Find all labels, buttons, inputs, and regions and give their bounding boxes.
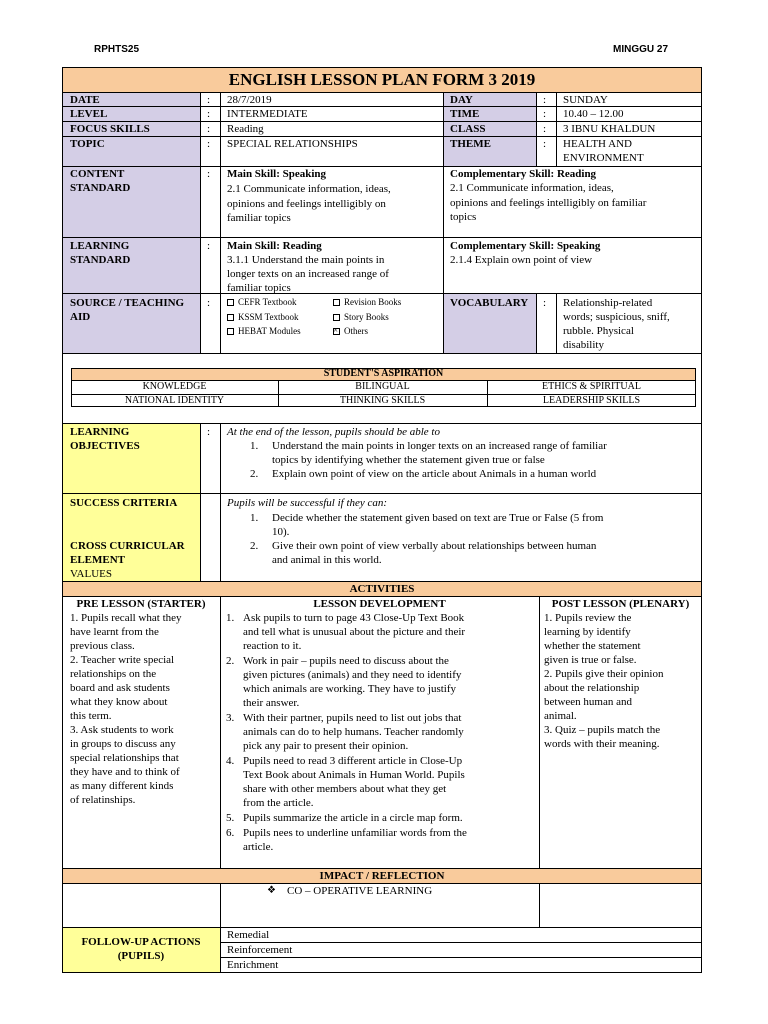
pre-lesson-line: this term. <box>70 710 112 722</box>
values-label: VALUES <box>70 568 112 580</box>
pre-lesson-line: as many different kinds <box>70 780 174 792</box>
content-comp-skill-title: Complementary Skill: Reading <box>450 168 597 180</box>
colon: : <box>207 94 211 106</box>
dev-number: 4. <box>226 755 235 767</box>
aspiration-cell: LEADERSHIP SKILLS <box>542 395 641 406</box>
theme-value-line-1: HEALTH AND <box>563 138 632 150</box>
impact-title: IMPACT / REFLECTION <box>319 870 445 882</box>
post-lesson-line: given is true or false. <box>544 654 637 666</box>
checkbox-icon <box>333 314 340 321</box>
learning-standard-label-1: LEARNING <box>70 240 130 252</box>
time-value: 10.40 – 12.00 <box>563 108 624 120</box>
content-comp-line: opinions and feelings intelligibly on familiar <box>450 197 647 209</box>
dev-line: their answer. <box>243 697 300 709</box>
checkbox-icon <box>227 328 234 335</box>
colon: : <box>207 123 211 135</box>
dev-line: Text Book about Animals in Human World. Pupils <box>243 769 465 781</box>
post-lesson-line: between human and <box>544 696 632 708</box>
day-value: SUNDAY <box>563 94 608 106</box>
vocabulary-label: VOCABULARY <box>450 297 529 309</box>
success-line: 10). <box>272 526 290 538</box>
colon: : <box>543 123 547 135</box>
content-main-line: 2.1 Communicate information, ideas, <box>227 183 391 195</box>
topic-value: SPECIAL RELATIONSHIPS <box>227 138 358 150</box>
content-comp-line: topics <box>450 211 477 223</box>
dev-number: 5. <box>226 812 235 824</box>
dev-line: share with other members about what they get <box>243 783 447 795</box>
pre-lesson-line: special relationships that <box>70 752 179 764</box>
objective-line: Explain own point of view on the article about Animals in a human world <box>272 468 597 480</box>
dev-line: Ask pupils to turn to page 43 Close-Up Text Book <box>243 612 465 624</box>
colon: : <box>207 240 211 252</box>
vocabulary-line: disability <box>563 339 604 351</box>
source-label-2: AID <box>70 311 91 323</box>
post-lesson-line: 3. Quiz – pupils match the <box>544 724 661 736</box>
dev-line: Work in pair – pupils need to discuss about the <box>243 655 449 667</box>
dev-number: 3. <box>226 712 235 724</box>
learning-comp-line: 2.1.4 Explain own point of view <box>450 254 593 266</box>
date-value: 28/7/2019 <box>227 94 272 106</box>
impact-text: CO – OPERATIVE LEARNING <box>287 885 433 897</box>
learning-main-skill-title: Main Skill: Reading <box>227 240 322 252</box>
post-lesson-line: 1. Pupils review the <box>544 612 632 624</box>
colon: : <box>543 297 547 309</box>
colon: : <box>207 297 211 309</box>
checkbox-others[interactable]: × Others <box>333 325 368 337</box>
dev-line: and tell what is unusual about the picture and their <box>243 626 466 638</box>
objective-line: Understand the main points in longer texts on an increased range of familiar <box>272 440 607 452</box>
checked-checkbox-icon <box>333 328 340 335</box>
pre-lesson-line: previous class. <box>70 640 135 652</box>
vocabulary-line: words; suspicious, sniff, <box>563 311 670 323</box>
cross-curricular-label-1: CROSS CURRICULAR <box>70 540 185 552</box>
class-label: CLASS <box>450 123 486 135</box>
source-label-1: SOURCE / TEACHING <box>70 297 185 309</box>
level-label: LEVEL <box>70 108 108 120</box>
success-intro: Pupils will be successful if they can: <box>227 497 388 509</box>
bullet-icon: ❖ <box>267 885 276 896</box>
checkbox-icon <box>227 299 234 306</box>
content-main-line: opinions and feelings intelligibly on <box>227 198 386 210</box>
colon: : <box>207 138 211 150</box>
post-lesson-line: about the relationship <box>544 682 640 694</box>
page-title: ENGLISH LESSON PLAN FORM 3 2019 <box>228 70 536 89</box>
time-label: TIME <box>450 108 480 120</box>
colon: : <box>207 108 211 120</box>
content-standard-label-1: CONTENT <box>70 168 125 180</box>
week-label: MINGGU 27 <box>613 44 669 55</box>
dev-line: from the article. <box>243 797 314 809</box>
post-lesson-title: POST LESSON (PLENARY) <box>551 598 690 610</box>
success-line: Decide whether the statement given based on text are True or False (5 from <box>272 512 604 524</box>
post-lesson-line: 2. Pupils give their opinion <box>544 668 664 680</box>
dev-number: 6. <box>226 827 235 839</box>
dev-line: article. <box>243 841 274 853</box>
theme-value-line-2: ENVIRONMENT <box>563 152 644 164</box>
checkbox-cefr-textbook[interactable]: CEFR Textbook <box>227 296 296 308</box>
colon: : <box>543 108 547 120</box>
post-lesson-line: animal. <box>544 710 577 722</box>
followup-label-1: FOLLOW-UP ACTIONS <box>81 936 201 948</box>
checkbox-icon <box>333 299 340 306</box>
objectives-label-1: LEARNING <box>70 426 130 438</box>
checkbox-revision-books[interactable]: Revision Books <box>333 296 401 308</box>
learning-comp-skill-title: Complementary Skill: Speaking <box>450 240 601 252</box>
aspiration-cell: NATIONAL IDENTITY <box>124 395 225 406</box>
pre-lesson-title: PRE LESSON (STARTER) <box>76 598 206 610</box>
learning-main-line: familiar topics <box>227 282 291 294</box>
learning-main-line: longer texts on an increased range of <box>227 268 389 280</box>
aspiration-cell: BILINGUAL <box>355 381 410 392</box>
aspiration-title: STUDENT'S ASPIRATION <box>323 368 444 379</box>
pre-lesson-line: what they know about <box>70 696 168 708</box>
topic-label: TOPIC <box>70 138 105 150</box>
date-label: DATE <box>70 94 100 106</box>
level-value: INTERMEDIATE <box>227 108 308 120</box>
content-main-line: familiar topics <box>227 212 291 224</box>
aspiration-cell: ETHICS & SPIRITUAL <box>542 381 641 392</box>
dev-line: pick any pair to present their opinion. <box>243 740 409 752</box>
objective-number: 1. <box>250 440 259 452</box>
pre-lesson-line: 2. Teacher write special <box>70 654 175 666</box>
post-lesson-line: learning by identify <box>544 626 631 638</box>
pre-lesson-line: relationships on the <box>70 668 157 680</box>
dev-line: Pupils nees to underline unfamiliar words from the <box>243 827 467 839</box>
dev-line: reaction to it. <box>243 640 302 652</box>
post-lesson-line: words with their meaning. <box>544 738 660 750</box>
pre-lesson-line: 1. Pupils recall what they <box>70 612 182 624</box>
learning-main-line: 3.1.1 Understand the main points in <box>227 254 385 266</box>
checkbox-hebat-modules[interactable]: HEBAT Modules <box>227 325 301 337</box>
content-standard-label-2: STANDARD <box>70 182 131 194</box>
success-number: 2. <box>250 540 259 552</box>
focus-skills-label: FOCUS SKILLS <box>70 123 150 135</box>
dev-line: which animals are working. They have to justify <box>243 683 457 695</box>
dev-line: Pupils summarize the article in a circle map form. <box>243 812 463 824</box>
cross-curricular-label-2: ELEMENT <box>70 554 126 566</box>
dev-line: given pictures (animals) and they need to identify <box>243 669 462 681</box>
checkbox-story-books[interactable]: Story Books <box>333 311 389 323</box>
pre-lesson-line: they have and to think of <box>70 766 180 778</box>
pre-lesson-line: have learnt from the <box>70 626 159 638</box>
post-lesson-line: whether the statement <box>544 640 641 652</box>
checkbox-kssm-textbook[interactable]: KSSM Textbook <box>227 311 298 323</box>
checkbox-icon <box>227 314 234 321</box>
success-line: Give their own point of view verbally about relationships between human <box>272 540 597 552</box>
document-code: RPHTS25 <box>94 44 140 55</box>
content-comp-line: 2.1 Communicate information, ideas, <box>450 182 614 194</box>
colon: : <box>207 426 211 438</box>
pre-lesson-line: 3. Ask students to work <box>70 724 174 736</box>
colon: : <box>543 94 547 106</box>
dev-number: 2. <box>226 655 235 667</box>
vocabulary-line: Relationship-related <box>563 297 653 309</box>
objectives-label-2: OBJECTIVES <box>70 440 140 452</box>
objectives-intro: At the end of the lesson, pupils should be able to <box>227 426 440 438</box>
colon: : <box>543 138 547 150</box>
followup-label-2: (PUPILS) <box>117 950 165 962</box>
theme-label: THEME <box>450 138 491 150</box>
dev-line: Pupils need to read 3 different article in Close-Up <box>243 755 463 767</box>
success-line: and animal in this world. <box>272 554 382 566</box>
class-value: 3 IBNU KHALDUN <box>563 123 656 135</box>
lesson-development-title: LESSON DEVELOPMENT <box>313 598 446 610</box>
followup-reinforcement: Reinforcement <box>227 944 293 956</box>
aspiration-cell: THINKING SKILLS <box>339 395 426 406</box>
success-criteria-label: SUCCESS CRITERIA <box>70 497 178 509</box>
aspiration-cell: KNOWLEDGE <box>142 381 207 392</box>
followup-remedial: Remedial <box>227 929 270 941</box>
pre-lesson-line: of relatinships. <box>70 794 136 806</box>
vocabulary-line: rubble. Physical <box>563 325 634 337</box>
learning-standard-label-2: STANDARD <box>70 254 131 266</box>
pre-lesson-line: in groups to discuss any <box>70 738 176 750</box>
dev-number: 1. <box>226 612 235 624</box>
pre-lesson-line: board and ask students <box>70 682 170 694</box>
objective-number: 2. <box>250 468 259 480</box>
day-label: DAY <box>450 94 473 106</box>
content-main-skill-title: Main Skill: Speaking <box>227 168 327 180</box>
dev-line: animals can do to help humans. Teacher randomly <box>243 726 464 738</box>
activities-title: ACTIVITIES <box>349 583 415 595</box>
objective-line: topics by identifying whether the statement given true or false <box>272 454 545 466</box>
colon: : <box>207 168 211 180</box>
dev-line: With their partner, pupils need to list out jobs that <box>243 712 462 724</box>
followup-enrichment: Enrichment <box>227 959 279 971</box>
focus-skills-value: Reading <box>227 123 264 135</box>
success-number: 1. <box>250 512 259 524</box>
